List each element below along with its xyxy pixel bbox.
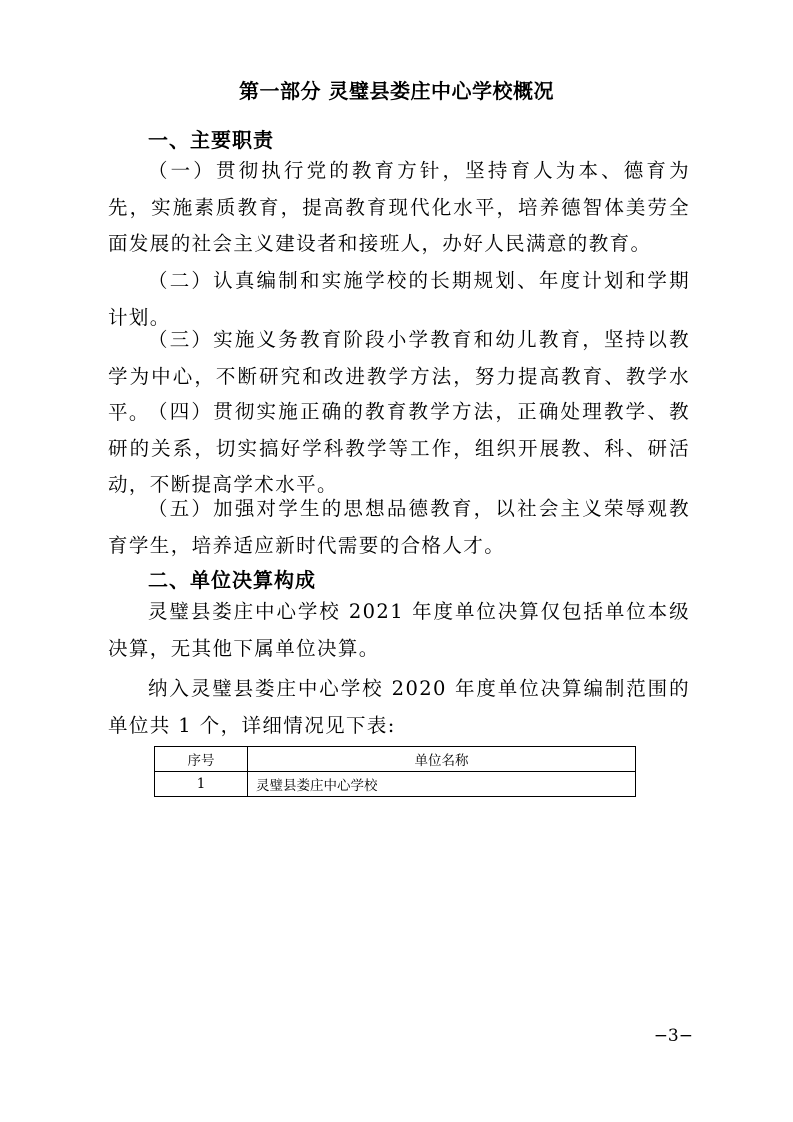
column-header-unit-name: 单位名称 [248,747,636,772]
section-heading-duties: 一、主要职责 [148,128,274,152]
composition-paragraph-1: 灵璧县娄庄中心学校 2021 年度单位决算仅包括单位本级决算，无其他下属单位决算。 [108,600,690,660]
page-number: −3− [653,1026,693,1046]
cell-index: 1 [155,772,248,797]
duty-paragraph-3: （三）实施义务教育阶段小学教育和幼儿教育，坚持以教学为中心，不断研究和改进教学方法，努力提高教育、教学水平。 [108,328,690,424]
page-title: 第一部分 灵璧县娄庄中心学校概况 [239,79,554,103]
duty-paragraph-5: （五）加强对学生的思想品德教育，以社会主义荣辱观教育学生，培养适应新时代需要的合格人才。 [108,497,690,557]
duty-paragraph-2: （二）认真编制和实施学校的长期规划、年度计划和学期计划。 [108,269,690,329]
cell-unit-name: 灵璧县娄庄中心学校 [248,772,636,797]
column-header-index: 序号 [155,747,248,772]
section-heading-composition: 二、单位决算构成 [148,568,316,592]
duty-paragraph-4: （四）贯彻实施正确的教育教学方法，正确处理教学、教研的关系，切实搞好学科教学等工作，组织开展教、科、研活动，不断提高学术水平。 [108,400,690,496]
composition-paragraph-2: 纳入灵璧县娄庄中心学校 2020 年度单位决算编制范围的单位共 1 个，详细情况见下表: [108,677,690,737]
unit-table [154,746,636,797]
table-header-row [155,747,636,772]
table-row [155,772,636,797]
duty-paragraph-1: （一）贯彻执行党的教育方针，坚持育人为本、德育为先，实施素质教育，提高教育现代化水平，培养德智体美劳全面发展的社会主义建设者和接班人，办好人民满意的教育。 [108,159,690,255]
